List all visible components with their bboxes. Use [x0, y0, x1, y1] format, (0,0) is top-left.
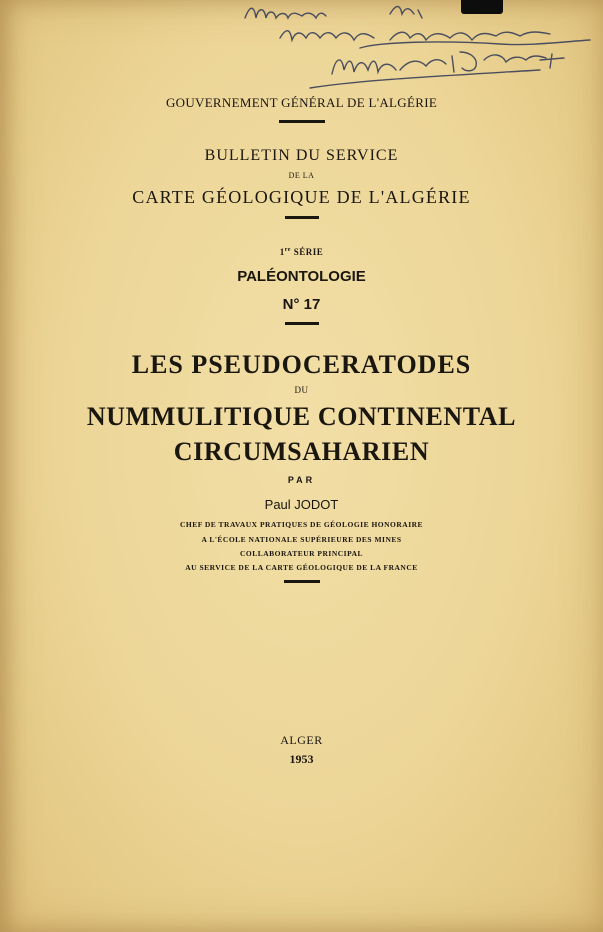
affiliation-line: COLLABORATEUR PRINCIPAL — [239, 549, 364, 558]
series-word: SÉRIE — [290, 247, 324, 257]
issue-number: N° 17 — [282, 296, 321, 313]
title-connector: DU — [294, 385, 309, 395]
subject-label: PALÉONTOLOGIE — [237, 268, 366, 285]
bulletin-line-3: CARTE GÉOLOGIQUE DE L'ALGÉRIE — [132, 187, 471, 207]
government-line: GOUVERNEMENT GÉNÉRAL DE L'ALGÉRIE — [165, 95, 438, 110]
series-number: 1 — [279, 247, 285, 257]
publication-city: ALGER — [280, 733, 323, 747]
divider-rule — [284, 580, 320, 583]
title-line-2: NUMMULITIQUE CONTINENTAL — [86, 402, 517, 431]
affiliation-line: AU SERVICE DE LA CARTE GÉOLOGIQUE DE LA FRANCE — [185, 563, 418, 572]
series-label — [0, 247, 603, 257]
divider-rule — [285, 216, 319, 219]
divider-rule — [279, 120, 325, 123]
author-name: Paul JODOT — [264, 497, 339, 512]
title-line-1: LES PSEUDOCERATODES — [131, 350, 472, 379]
divider-rule — [285, 322, 319, 325]
publication-year: 1953 — [289, 752, 314, 766]
series-ordinal-suffix: re — [284, 247, 291, 253]
handwritten-dedication — [240, 0, 600, 100]
affiliation-line: A L'ÉCOLE NATIONALE SUPÉRIEURE DES MINES — [201, 535, 402, 544]
by-label: PAR — [287, 475, 316, 485]
affiliation-line: CHEF DE TRAVAUX PRATIQUES DE GÉOLOGIE HONORAIRE — [179, 520, 424, 529]
bulletin-line-2: DE LA — [288, 171, 315, 180]
ink-redaction-mark — [461, 0, 503, 14]
title-line-3: CIRCUMSAHARIEN — [173, 437, 430, 466]
bulletin-line-1: BULLETIN DU SERVICE — [204, 147, 399, 164]
handwritten-signature — [240, 0, 600, 100]
